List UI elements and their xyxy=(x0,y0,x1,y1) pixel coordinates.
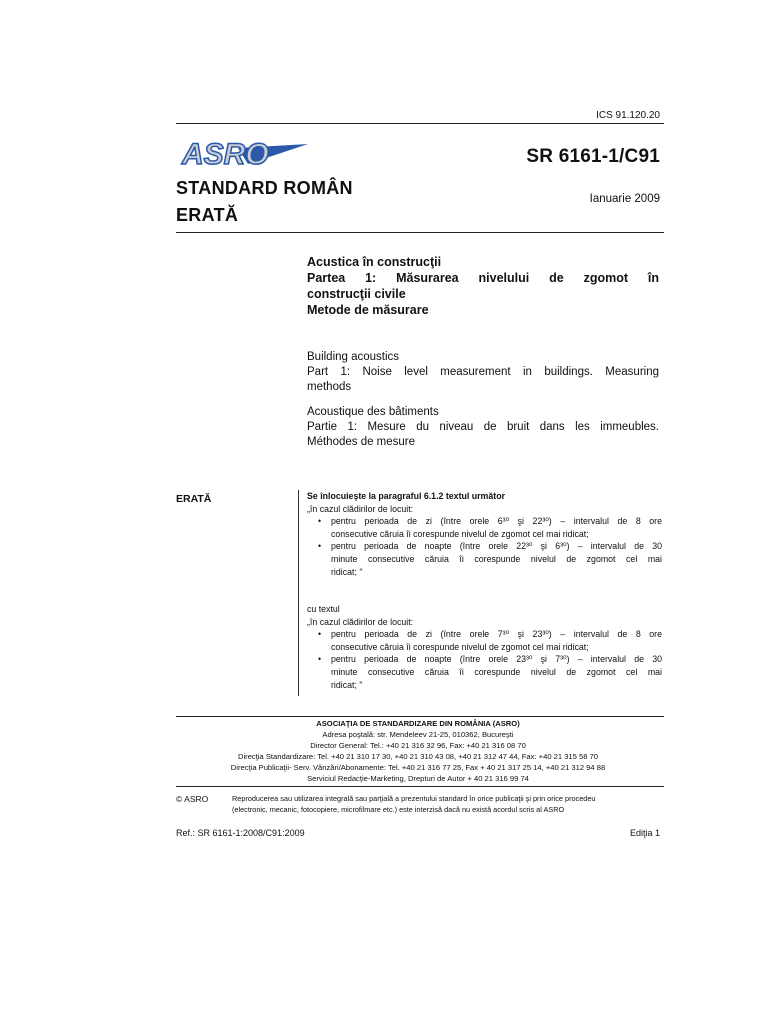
en-title-line: Part 1: Noise level measurement in buildings. Measuring xyxy=(307,366,659,378)
standard-number: SR 6161-1/C91 xyxy=(526,146,660,167)
ro-title-line: construcţii civile xyxy=(307,287,406,301)
english-title xyxy=(307,350,659,395)
svg-text:ASRO: ASRO xyxy=(182,138,269,171)
header-rule-bottom xyxy=(176,232,664,233)
footer-rule xyxy=(176,716,664,717)
copyright: © ASRO xyxy=(176,794,209,804)
asro-logo xyxy=(178,134,308,174)
list-item: • pentru perioada de zi (între orele 7³⁰ şi 23³⁰) – intervalul de 8 ore consecutive căruia îi corespunde nivelul de zgomot cel mai ridicat; xyxy=(327,628,662,653)
list-item: • pentru perioada de zi (între orele 6³⁰ şi 22³⁰) – intervalul de 8 ore consecutive căruia îi corespunde nivelul de zgomot cel mai ridicat; xyxy=(327,515,662,540)
footer-contact xyxy=(176,718,660,784)
erata-with-text: cu textul xyxy=(307,604,340,614)
footer-line: Direcţia Publicaţii- Serv. Vânzări/Abonamente: Tel. +40 21 316 77 25, Fax + 40 21 317 25 14, +40 21 312 94 88 xyxy=(230,763,606,772)
ro-title-line: Acustica în construcţii xyxy=(307,255,442,269)
erata-new-text xyxy=(307,603,662,691)
footer-rule-2 xyxy=(176,786,664,787)
erata-divider xyxy=(298,490,299,696)
document-reference: Ref.: SR 6161-1:2008/C91:2009 xyxy=(176,828,305,838)
list-item: • pentru perioada de noapte (între orele 23³⁰ şi 7³⁰) – intervalul de 30 minute consecutive căruia îi corespunde nivelul de zgomot cel mai ridicat; " xyxy=(327,653,662,691)
erata-lead: „în cazul clădirilor de locuit: xyxy=(307,616,414,627)
erata-old-text xyxy=(307,490,662,578)
erata-lead: „în cazul clădirilor de locuit: xyxy=(307,503,414,514)
footer-line: Adresa poştală: str. Mendeleev 21-25, 010362, Bucureşti xyxy=(322,730,514,739)
footer-line: Direcţia Standardizare: Tel. +40 21 310 17 30, +40 21 310 43 08, +40 21 312 47 44, Fax: +40 21 315 58 70 xyxy=(238,752,598,761)
fr-title-line: Acoustique des bâtiments xyxy=(307,406,439,418)
fr-title-line: Méthodes de mesure xyxy=(307,436,416,448)
ro-title-line: Metode de măsurare xyxy=(307,303,429,317)
en-title-line: methods xyxy=(307,381,352,393)
standard-title: STANDARD ROMÂN xyxy=(176,178,353,198)
footer-line: Director General: Tel.: +40 21 316 32 96, Fax: +40 21 316 08 70 xyxy=(310,741,526,750)
reproduction-notice: Reproducerea sau utilizarea integrală sau parţială a prezentului standard în orice publicaţii şi prin orice procedeu (electronic, mecanic, fotocopiere, microfilmare etc.) este interzisă dacă nu există acordul scris al ASRO xyxy=(232,794,596,814)
french-title xyxy=(307,405,659,450)
edition: Ediţia 1 xyxy=(629,828,660,838)
standard-subtitle: ERATĂ xyxy=(176,205,239,225)
en-title-line: Building acoustics xyxy=(307,351,400,363)
footer-org: ASOCIAŢIA DE STANDARDIZARE DIN ROMÂNIA (ASRO) xyxy=(316,719,520,728)
ics-code: ICS 91.120.20 xyxy=(596,110,660,121)
ro-title-line: Partea 1: Măsurarea nivelului de zgomot în xyxy=(307,271,659,285)
erata-label: ERATĂ xyxy=(176,493,212,505)
fr-title-line: Partie 1: Mesure du niveau de bruit dans les immeubles. xyxy=(307,421,659,433)
footer-line: Serviciul Redacţie-Marketing, Drepturi de Autor + 40 21 316 99 74 xyxy=(307,774,529,783)
list-item: • pentru perioada de noapte (între orele 22³⁰ şi 6³⁰) – intervalul de 30 minute consecutive căruia îi corespunde nivelul de zgomot cel mai ridicat; " xyxy=(327,540,662,578)
header-rule-top xyxy=(176,123,664,124)
erata-intro: Se înlocuieşte la paragraful 6.1.2 textul următor xyxy=(307,491,505,501)
romanian-title xyxy=(307,254,659,318)
publication-date: Ianuarie 2009 xyxy=(589,193,660,205)
